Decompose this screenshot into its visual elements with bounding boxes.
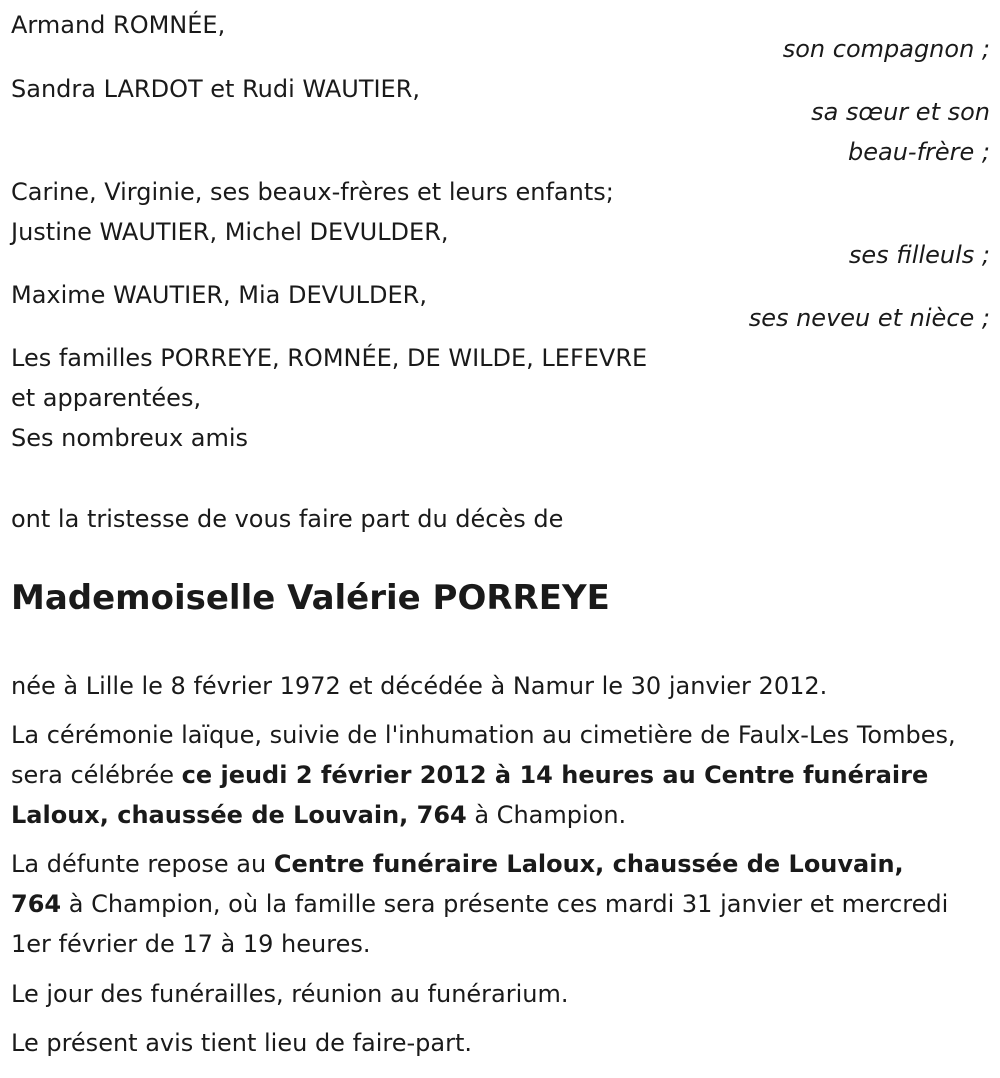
role-sister-2: beau-frère ; <box>847 138 990 166</box>
friends-line: Ses nombreux amis <box>11 424 249 452</box>
ceremony-text-2: à Champion. <box>466 801 627 829</box>
ceremony-text-1: La cérémonie laïque, suivie de l'inhumation au cimetière de Faulx-Les Tombes, sera célébrée <box>11 721 956 789</box>
repose-location: Centre funéraire Laloux, chaussée de Louvain, 764 <box>11 850 904 918</box>
family-member-sandra: Sandra LARDOT et Rudi WAUTIER, <box>11 75 421 103</box>
family-member-justine: Justine WAUTIER, Michel DEVULDER, <box>11 218 449 246</box>
family-member-maxime: Maxime WAUTIER, Mia DEVULDER, <box>11 281 427 309</box>
repose-paragraph <box>11 844 961 964</box>
role-nephew-niece: ses neveu et nièce ; <box>748 304 990 332</box>
role-godchildren: ses filleuls ; <box>848 241 990 269</box>
family-member-armand: Armand ROMNÉE, <box>11 11 226 39</box>
announcement-text: ont la tristesse de vous faire part du décès de <box>11 505 564 533</box>
ceremony-details: ce jeudi 2 février 2012 à 14 heures au Centre funéraire Laloux, chaussée de Louvain, 764 <box>11 761 929 829</box>
role-sister-1: sa sœur et son <box>811 98 990 126</box>
reunion-text: Le jour des funérailles, réunion au funérarium. <box>11 980 569 1008</box>
role-companion: son compagnon ; <box>782 35 990 63</box>
closing-text: Le présent avis tient lieu de faire-part. <box>11 1029 473 1057</box>
repose-text-2: à Champion, où la famille sera présente ces mardi 31 janvier et mercredi 1er février de 17 à 19 heures. <box>11 890 949 958</box>
families-line-1: Les familles PORREYE, ROMNÉE, DE WILDE, LEFEVRE <box>11 344 648 372</box>
birth-death-text: née à Lille le 8 février 1972 et décédée à Namur le 30 janvier 2012. <box>11 672 828 700</box>
ceremony-paragraph <box>11 715 961 835</box>
families-line-2: et apparentées, <box>11 384 202 412</box>
deceased-name: Mademoiselle Valérie PORREYE <box>11 578 610 618</box>
repose-text-1: La défunte repose au <box>11 850 274 878</box>
family-member-carine: Carine, Virginie, ses beaux-frères et leurs enfants; <box>11 178 614 206</box>
